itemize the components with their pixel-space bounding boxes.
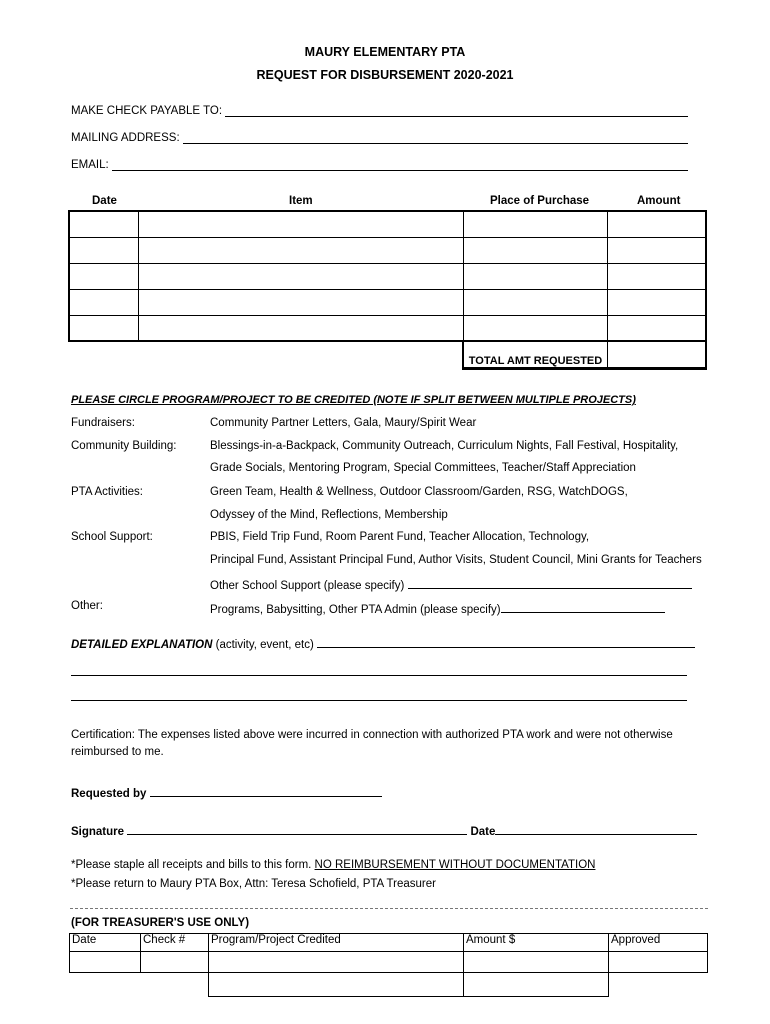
total-amount-cell[interactable] [608,342,707,368]
amount-cell[interactable] [608,264,707,290]
treasurer-heading: (FOR TREASURER'S USE ONLY) [71,917,250,929]
blank-cell [139,342,464,368]
school-support-text-3-row[interactable] [210,576,692,592]
table-row [70,212,707,238]
signature-label: Signature [71,826,125,838]
date-cell[interactable] [70,212,139,238]
treasurer-table [69,933,708,997]
blank-cell [609,973,708,997]
pta-activities-text-1[interactable]: Green Team, Health & Wellness, Outdoor Classroom/Garden, RSG, WatchDOGS, [210,486,628,498]
explanation-label: DETAILED EXPLANATION [71,639,213,651]
school-support-text-2[interactable]: Principal Fund, Assistant Principal Fund, Author Visits, Student Council, Mini Grants for Teachers [210,554,702,566]
requested-by-label: Requested by [71,788,147,800]
col-head-amount: Amount [637,195,681,207]
other-school-support-line[interactable] [408,576,692,589]
org-title: MAURY ELEMENTARY PTA [304,45,466,59]
blank-cell [141,973,209,997]
item-cell[interactable] [139,290,464,316]
explanation-line-3[interactable] [71,700,687,701]
treasurer-col-approved: Approved [609,934,708,952]
treasurer-amount-cell[interactable] [464,952,609,973]
table-row [70,316,707,342]
place-cell[interactable] [464,316,608,342]
total-label: TOTAL AMT REQUESTED [468,355,603,367]
table-row [70,290,707,316]
col-head-item: Item [289,195,313,207]
place-cell[interactable] [464,290,608,316]
pta-activities-text-2[interactable]: Odyssey of the Mind, Reflections, Membership [210,509,448,521]
explanation-hint: (activity, event, etc) [215,639,314,651]
treasurer-col-program: Program/Project Credited [209,934,464,952]
date-cell[interactable] [70,290,139,316]
item-cell[interactable] [139,238,464,264]
item-cell[interactable] [139,316,464,342]
email-field[interactable] [71,155,688,171]
check-payable-label: MAKE CHECK PAYABLE TO: [71,105,223,117]
explanation-line-2[interactable] [71,675,687,676]
item-cell[interactable] [139,264,464,290]
requested-by-row[interactable] [71,784,382,800]
amount-cell[interactable] [608,238,707,264]
mailing-address-line[interactable] [183,131,688,144]
explanation-row[interactable] [71,635,695,651]
staple-note-text: *Please staple all receipts and bills to this form. [71,859,315,871]
place-cell[interactable] [464,212,608,238]
amount-cell[interactable] [608,212,707,238]
place-cell[interactable] [464,238,608,264]
total-label-cell [464,342,608,368]
date-cell[interactable] [70,316,139,342]
blank-cell [70,342,139,368]
other-text: Programs, Babysitting, Other PTA Admin (please specify) [210,604,501,616]
amount-cell[interactable] [608,316,707,342]
fundraisers-label: Fundraisers: [71,417,135,429]
table-row [70,238,707,264]
treasurer-approved-cell[interactable] [609,952,708,973]
email-label: EMAIL: [71,159,109,171]
form-title: REQUEST FOR DISBURSEMENT 2020-2021 [256,68,514,82]
other-text-row[interactable] [210,600,665,616]
staple-note [71,859,595,871]
explanation-line-1[interactable] [317,635,695,648]
blank-cell [70,973,141,997]
certification-line-1: Certification: The expenses listed above were incurred in connection with authorized PTA work and were not otherwise [71,729,673,741]
requested-by-line[interactable] [150,784,382,797]
date-cell[interactable] [70,264,139,290]
date-cell[interactable] [70,238,139,264]
date-line[interactable] [495,822,697,835]
place-cell[interactable] [464,264,608,290]
total-row [70,342,707,368]
col-head-place: Place of Purchase [490,195,590,207]
treasurer-col-check: Check # [141,934,209,952]
signature-row[interactable] [71,822,697,838]
treasurer-program-cell[interactable] [209,973,464,997]
treasurer-col-date: Date [70,934,141,952]
pta-activities-label: PTA Activities: [71,486,144,498]
treasurer-date-cell[interactable] [70,952,141,973]
items-table [69,211,707,368]
check-payable-field[interactable] [71,101,688,117]
treasurer-col-amount: Amount $ [464,934,609,952]
mailing-address-label: MAILING ADDRESS: [71,132,180,144]
community-text-2[interactable]: Grade Socials, Mentoring Program, Special Committees, Teacher/Staff Appreciation [210,462,636,474]
date-label: Date [470,826,496,838]
col-head-date: Date [92,195,117,207]
other-specify-line[interactable] [501,600,665,613]
check-payable-line[interactable] [225,104,688,117]
school-support-label: School Support: [71,531,153,543]
treasurer-program-cell[interactable] [209,952,464,973]
divider [70,908,708,909]
no-reimbursement-note: NO REIMBURSEMENT WITHOUT DOCUMENTATION [314,859,596,871]
return-note: *Please return to Maury PTA Box, Attn: Teresa Schofield, PTA Treasurer [71,878,436,890]
other-label: Other: [71,600,103,612]
community-label: Community Building: [71,440,177,452]
treasurer-amount-cell[interactable] [464,973,609,997]
amount-cell[interactable] [608,290,707,316]
item-cell[interactable] [139,212,464,238]
treasurer-row [70,952,708,973]
signature-line[interactable] [127,822,467,835]
treasurer-row [70,973,708,997]
treasurer-header-row [70,934,708,952]
mailing-address-field[interactable] [71,128,688,144]
school-support-text-1[interactable]: PBIS, Field Trip Fund, Room Parent Fund, Teacher Allocation, Technology, [210,531,590,543]
program-heading: PLEASE CIRCLE PROGRAM/PROJECT TO BE CREDITED (NOTE IF SPLIT BETWEEN MULTIPLE PROJECTS) [71,394,636,406]
fundraisers-text[interactable]: Community Partner Letters, Gala, Maury/Spirit Wear [210,417,477,429]
school-support-text-3: Other School Support (please specify) [210,580,405,592]
community-text-1[interactable]: Blessings-in-a-Backpack, Community Outreach, Curriculum Nights, Fall Festival, Hospitality, [210,440,679,452]
email-line[interactable] [112,158,688,171]
table-row [70,264,707,290]
certification-line-2: reimbursed to me. [71,746,164,758]
treasurer-check-cell[interactable] [141,952,209,973]
